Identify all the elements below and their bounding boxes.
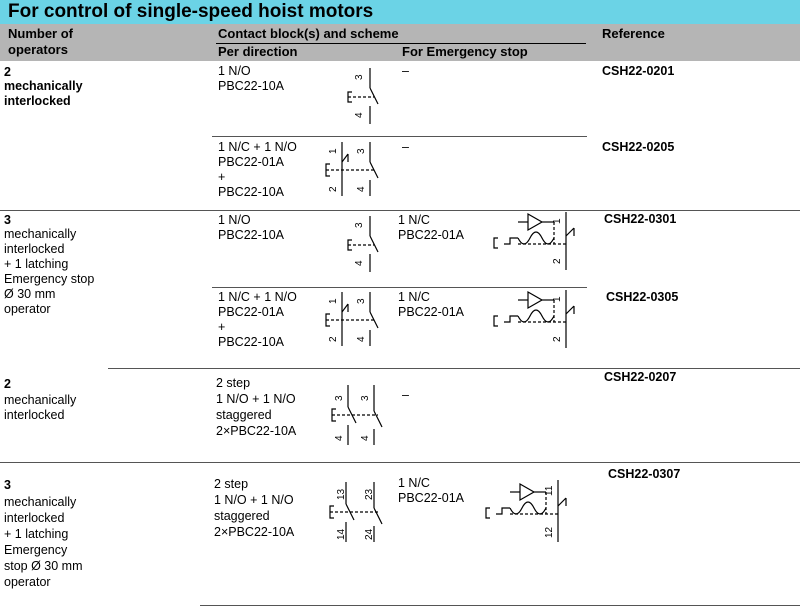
- header-per-direction: Per direction: [218, 44, 298, 59]
- terminal-label: 4: [354, 260, 365, 266]
- terminal-label: 3: [356, 148, 367, 154]
- per-direction-text: 2 step 1 N/O + 1 N/O staggered 2×PBC22-10A: [216, 376, 297, 438]
- per-direction-text: 2 step 1 N/O + 1 N/O staggered 2×PBC22-10A: [214, 477, 295, 539]
- emergency-text: –: [402, 64, 409, 78]
- terminal-label: 12: [544, 526, 555, 538]
- reference-code: CSH22-0301: [604, 212, 677, 226]
- staggered-contact-diagram: [330, 383, 390, 447]
- terminal-label: 13: [336, 488, 347, 500]
- emergency-stop-diagram: [488, 288, 578, 350]
- staggered-contact-diagram: [326, 480, 386, 544]
- no-contact-diagram: [340, 214, 380, 274]
- terminal-label: 4: [360, 435, 371, 441]
- terminal-label: 2: [552, 336, 563, 342]
- no-contact-diagram: [340, 66, 380, 126]
- operator-desc: mechanically interlocked + 1 latching Emergency stop Ø 30 mm operator: [4, 227, 95, 316]
- terminal-label: 1: [552, 218, 563, 224]
- terminal-label: 3: [334, 395, 345, 401]
- emergency-stop-diagram: [480, 478, 570, 544]
- per-direction-text: 1 N/C + 1 N/O PBC22-01A + PBC22-10A: [218, 140, 297, 199]
- row-divider: [0, 462, 800, 463]
- emergency-stop-diagram: [488, 210, 578, 272]
- operator-desc: mechanically interlocked: [4, 393, 77, 422]
- emergency-text: 1 N/C PBC22-01A: [398, 213, 465, 242]
- terminal-label: 2: [552, 258, 563, 264]
- terminal-label: 1: [552, 296, 563, 302]
- terminal-label: 3: [354, 222, 365, 228]
- operator-count: 3: [4, 478, 11, 492]
- terminal-label: 2: [328, 336, 339, 342]
- row-divider: [212, 136, 587, 137]
- operator-count: 2: [4, 65, 11, 79]
- terminal-label: 1: [328, 148, 339, 154]
- header-operators: Number of operators: [8, 26, 73, 57]
- terminal-label: 1: [328, 298, 339, 304]
- emergency-text: 1 N/C PBC22-01A: [398, 290, 465, 319]
- per-direction-text: 1 N/O PBC22-10A: [218, 213, 285, 242]
- nc-no-contact-diagram: [322, 140, 382, 198]
- terminal-label: 4: [334, 435, 345, 441]
- row-divider: [0, 210, 800, 211]
- reference-code: CSH22-0205: [602, 140, 675, 154]
- operator-desc: mechanically interlocked + 1 latching Emergency stop Ø 30 mm operator: [4, 495, 83, 589]
- terminal-label: 4: [354, 112, 365, 118]
- terminal-label: 23: [364, 488, 375, 500]
- emergency-text: 1 N/C PBC22-01A: [398, 476, 465, 505]
- terminal-label: 24: [364, 528, 375, 540]
- operator-desc: mechanically interlocked: [4, 79, 83, 108]
- row-divider: [108, 368, 800, 369]
- header-reference: Reference: [602, 26, 665, 41]
- reference-code: CSH22-0201: [602, 64, 675, 78]
- header-contact-blocks: Contact block(s) and scheme: [218, 26, 399, 41]
- terminal-label: 3: [356, 298, 367, 304]
- operator-count: 2: [4, 377, 11, 391]
- per-direction-text: 1 N/C + 1 N/O PBC22-01A + PBC22-10A: [218, 290, 297, 349]
- header-emergency: For Emergency stop: [402, 44, 528, 59]
- reference-code: CSH22-0305: [606, 290, 679, 304]
- reference-code: CSH22-0307: [608, 467, 681, 481]
- per-direction-text: 1 N/O PBC22-10A: [218, 64, 285, 93]
- row-divider: [200, 605, 800, 606]
- terminal-label: 4: [356, 186, 367, 192]
- terminal-label: 4: [356, 336, 367, 342]
- nc-no-contact-diagram: [322, 290, 382, 348]
- page-title: For control of single-speed hoist motors: [0, 0, 800, 24]
- terminal-label: 11: [544, 485, 555, 496]
- emergency-text: –: [402, 388, 409, 402]
- terminal-label: 2: [328, 186, 339, 192]
- terminal-label: 3: [360, 395, 371, 401]
- reference-code: CSH22-0207: [604, 370, 677, 384]
- emergency-text: –: [402, 140, 409, 154]
- terminal-label: 3: [354, 74, 365, 80]
- operator-count: 3: [4, 213, 11, 227]
- terminal-label: 14: [336, 528, 347, 540]
